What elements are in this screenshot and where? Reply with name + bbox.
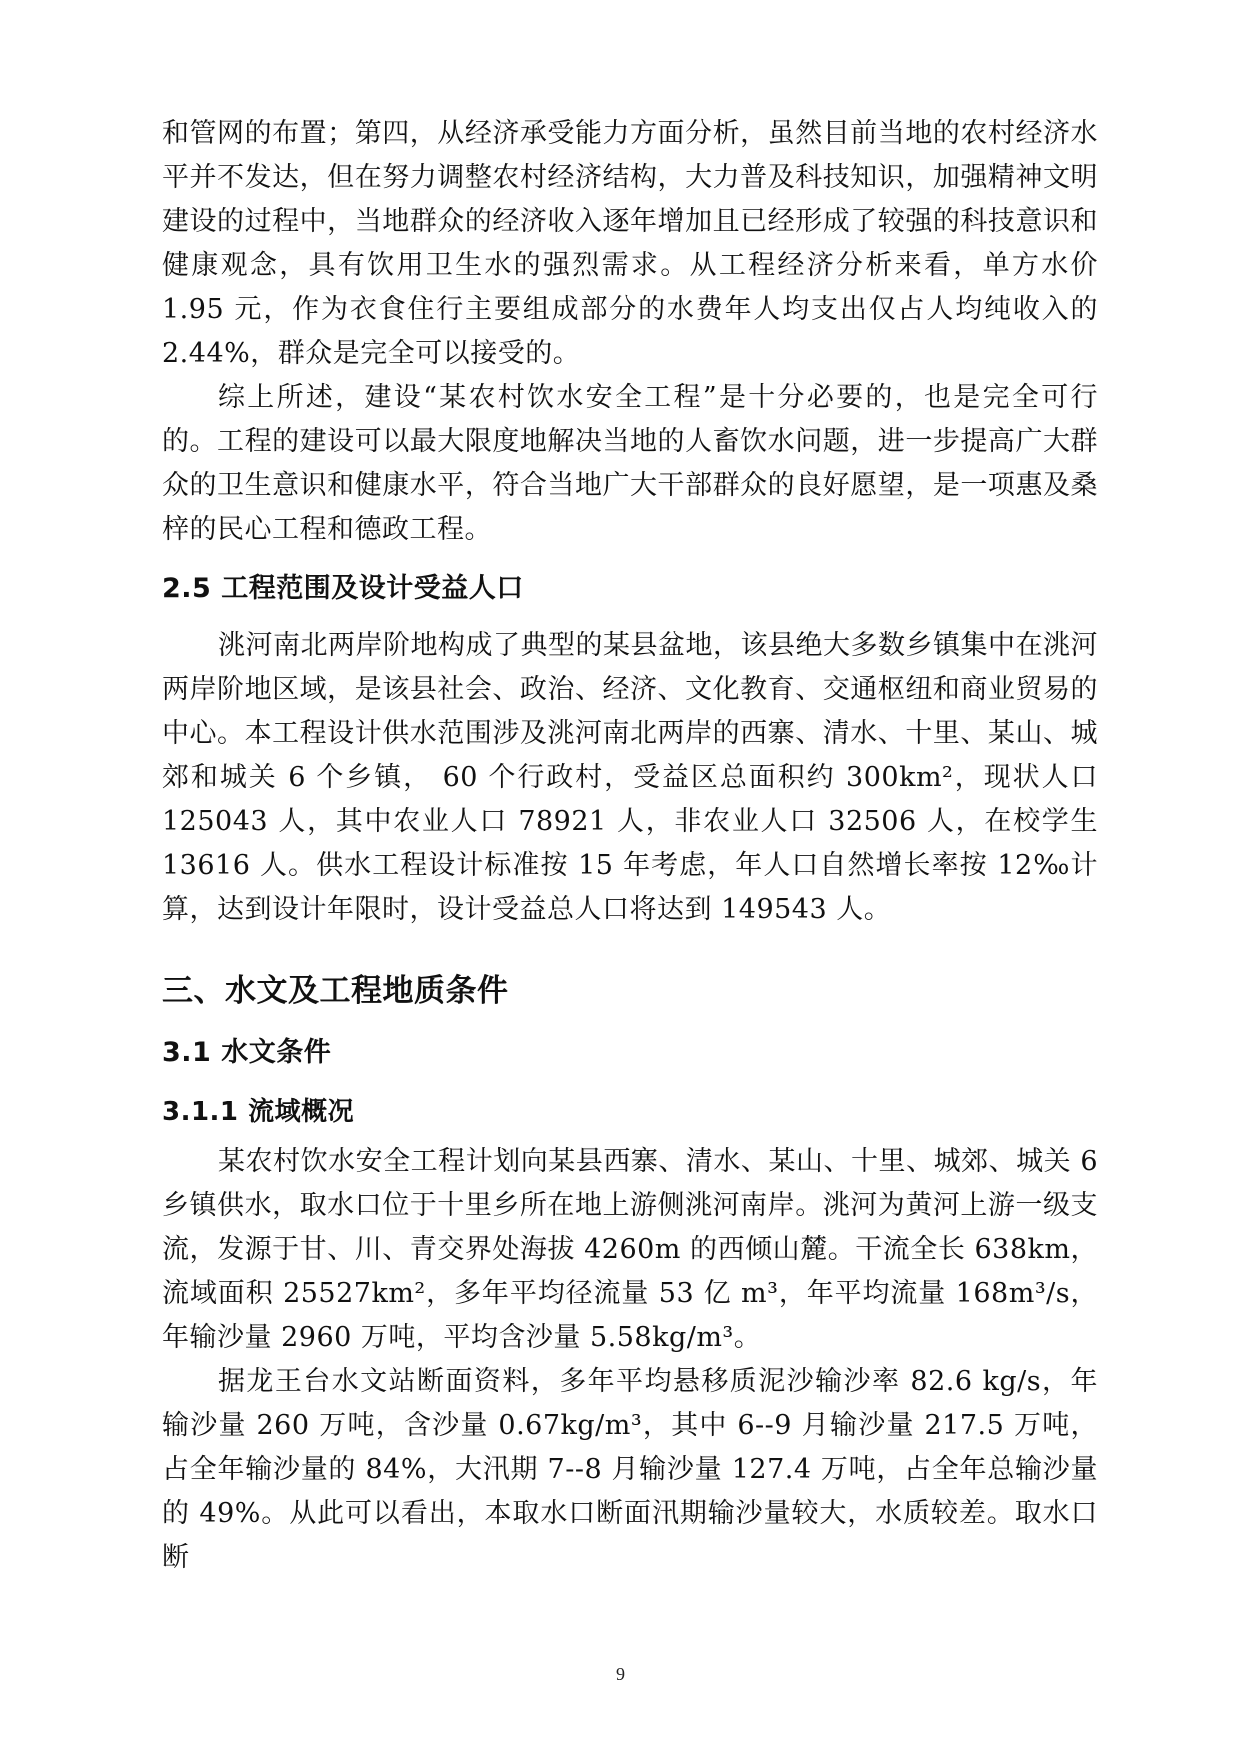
paragraph-sediment-data: 据龙王台水文站断面资料，多年平均悬移质泥沙输沙率 82.6 kg/s，年输沙量 260 万吨，含沙量 0.67kg/m³，其中 6--9 月输沙量 217.5 万吨，占全年输沙量的 84%，大汛期 7--8 月输沙量 127.4 万吨，占全年总输沙量的 49%。从此可以看出，本取水口断面汛期输沙量较大，水质较差。取水口断 (162, 1366, 1098, 1573)
paragraph-service-area: 洮河南北两岸阶地构成了典型的某县盆地，该县绝大多数乡镇集中在洮河两岸阶地区域，是该县社会、政治、经济、文化教育、交通枢纽和商业贸易的中心。本工程设计供水范围涉及洮河南北两岸的西寨、清水、十里、某山、城郊和城关 6 个乡镇， 60 个行政村，受益区总面积约 300km²，现状人口 125043 人，其中农业人口 78921 人，非农业人口 32506 人，在校学生 13616 人。供水工程设计标准按 15 年考虑，年人口自然增长率按 12‰计算，达到设计年限时，设计受益总人口将达到 149543 人。 (162, 630, 1098, 925)
paragraph-basin-overview: 某农村饮水安全工程计划向某县西寨、清水、某山、十里、城郊、城关 6 乡镇供水，取水口位于十里乡所在地上游侧洮河南岸。洮河为黄河上游一级支流，发源于甘、川、青交界处海拔 4260m 的西倾山麓。干流全长 638km，流域面积 25527km²，多年平均径流量 53 亿 m³，年平均流量 168m³/s，年输沙量 2960 万吨，平均含沙量 5.58kg/m³。 (162, 1146, 1098, 1353)
paragraph-continued: 和管网的布置；第四，从经济承受能力方面分析，虽然目前当地的农村经济水平并不发达，但在努力调整农村经济结构，大力普及科技知识，加强精神文明建设的过程中，当地群众的经济收入逐年增加且已经形成了较强的科技意识和健康观念，具有饮用卫生水的强烈需求。从工程经济分析来看，单方水价 1.95 元，作为衣食住行主要组成部分的水费年人均支出仅占人均纯收入的 2.44%，群众是完全可以接受的。 (162, 118, 1098, 369)
page-number: 9 (616, 1664, 625, 1684)
subsection-heading-3-1-1: 3.1.1 流域概况 (162, 1097, 355, 1127)
paragraph-summary: 综上所述，建设“某农村饮水安全工程”是十分必要的，也是完全可行的。工程的建设可以最大限度地解决当地的人畜饮水问题，进一步提高广大群众的卫生意识和健康水平，符合当地广大干部群众的良好愿望，是一项惠及桑梓的民心工程和德政工程。 (162, 382, 1098, 545)
section-heading-3-1: 3.1 水文条件 (162, 1037, 332, 1068)
chapter-heading-3: 三、水文及工程地质条件 (162, 973, 509, 1009)
section-heading-2-5: 2.5 工程范围及设计受益人口 (162, 573, 524, 604)
page-content (162, 112, 1098, 1580)
